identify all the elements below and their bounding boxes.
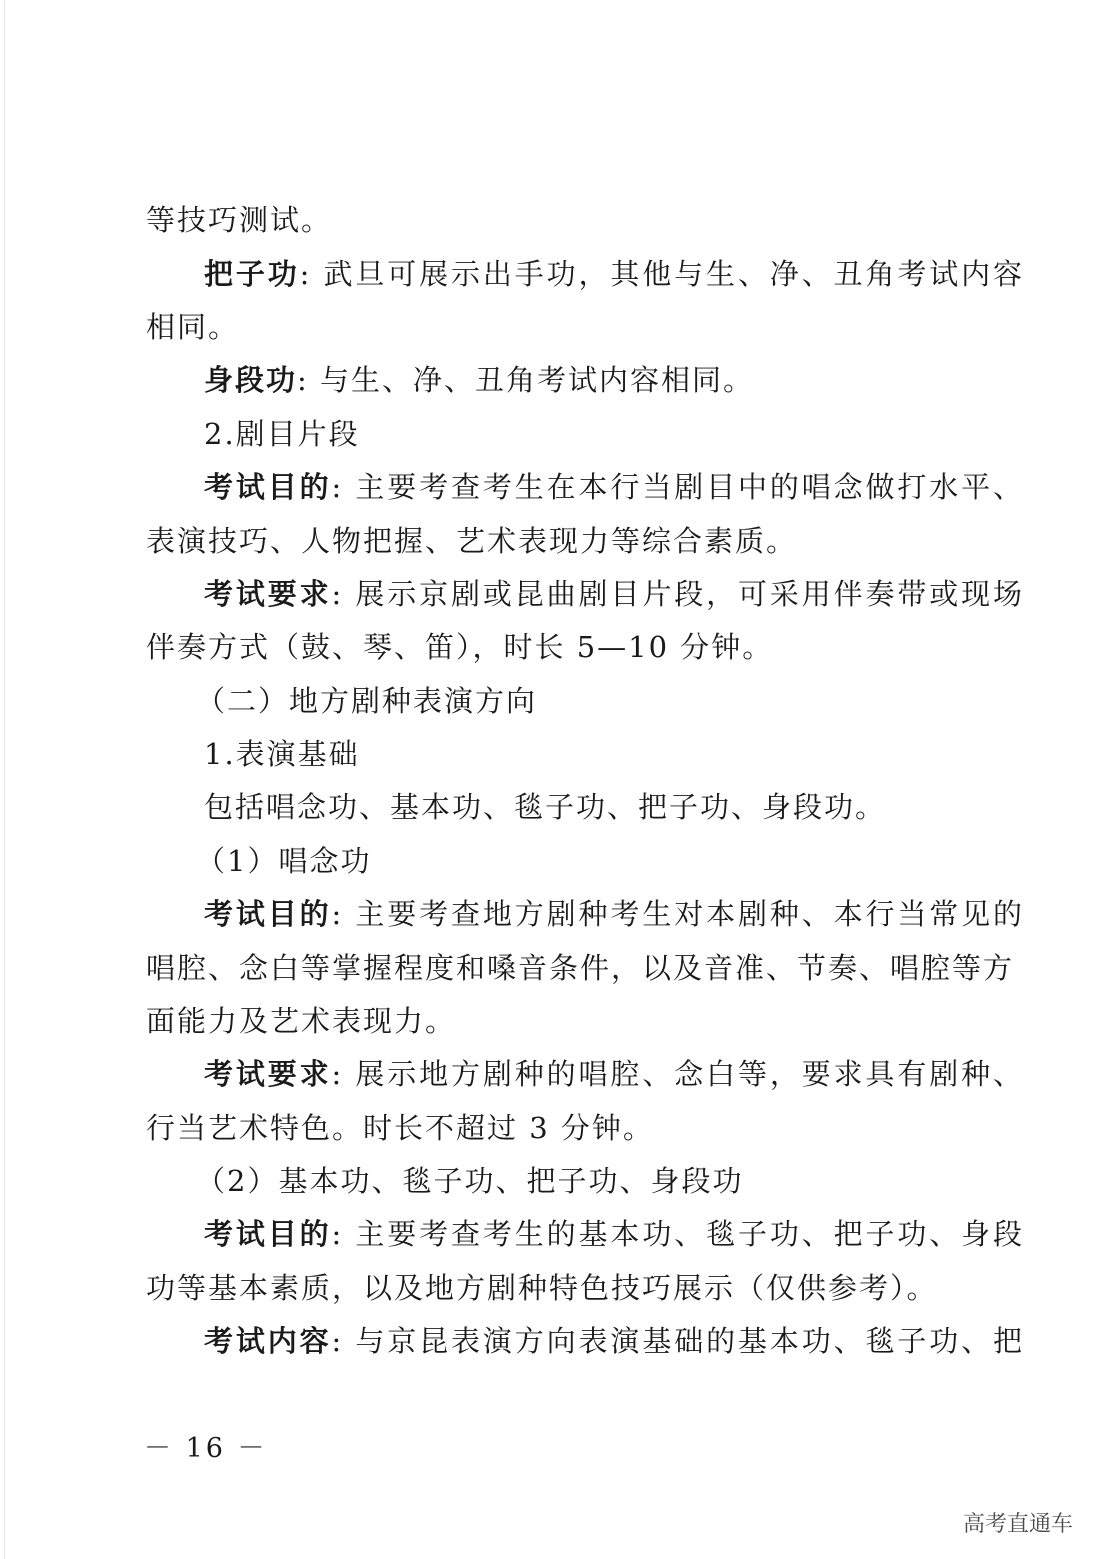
- paragraph-first-line: [204, 1323, 1024, 1359]
- lead-term: 考试目的: [204, 1217, 332, 1251]
- text-line: [146, 629, 966, 665]
- lead-term: 身段功: [204, 363, 298, 397]
- paragraph-first-line: [204, 896, 1024, 932]
- line-text: 等技巧测试。: [146, 203, 333, 237]
- paragraph-first-line: [204, 576, 1024, 612]
- line-text: : 展示地方剧种的唱腔、念白等，要求具有剧种、: [331, 1057, 1024, 1091]
- line-text: : 展示京剧或昆曲剧目片段，可采用伴奏带或现场: [331, 577, 1024, 611]
- line-text: 功等基本素质，以及地方剧种特色技巧展示（仅供参考）。: [146, 1271, 938, 1305]
- lead-term: 考试内容: [204, 1324, 332, 1358]
- text-line: [204, 789, 1024, 825]
- line-text: 表演技巧、人物把握、艺术表现力等综合素质。: [146, 524, 798, 558]
- line-text: : 武旦可展示出手功，其他与生、净、丑角考试内容: [299, 257, 1024, 291]
- subheading: [196, 843, 1016, 879]
- lead-term: 考试目的: [204, 470, 332, 504]
- line-text: 伴奏方式（鼓、琴、笛），时长 5—10 分钟。: [146, 630, 774, 664]
- text-line: [146, 523, 966, 559]
- lead-term: 把子功: [204, 257, 300, 291]
- page-edge: [4, 0, 5, 1559]
- paragraph-first-line: [204, 1216, 1024, 1252]
- line-text: : 与京昆表演方向表演基础的基本功、毯子功、把: [331, 1324, 1024, 1358]
- line-text: 面能力及艺术表现力。: [146, 1004, 457, 1038]
- text-line: [146, 950, 1015, 986]
- line-text: 1.表演基础: [204, 737, 360, 771]
- line-text: （2）基本功、毯子功、把子功、身段功: [196, 1164, 744, 1198]
- text-line: [146, 1003, 966, 1039]
- line-text: : 主要考查地方剧种考生对本剧种、本行当常见的: [331, 897, 1024, 931]
- text-line: [146, 1270, 966, 1306]
- section-heading: [196, 683, 1016, 719]
- line-text: 唱腔、念白等掌握程度和嗓音条件，以及音准、节奏、唱腔等方: [146, 951, 1015, 985]
- line-text: 相同。: [146, 310, 240, 344]
- line-text: : 与生、净、丑角考试内容相同。: [297, 363, 755, 397]
- lead-term: 考试要求: [204, 577, 332, 611]
- lead-term: 考试要求: [204, 1057, 332, 1091]
- subheading: [204, 736, 1024, 772]
- line-text: 行当艺术特色。时长不超过 3 分钟。: [146, 1111, 654, 1145]
- text-line: [146, 202, 966, 238]
- line-text: （二）地方剧种表演方向: [196, 684, 538, 718]
- subheading: [196, 1163, 1016, 1199]
- line-text: 包括唱念功、基本功、毯子功、把子功、身段功。: [204, 790, 887, 824]
- line-text: : 主要考查考生的基本功、毯子功、把子功、身段: [331, 1217, 1024, 1251]
- paragraph-first-line: [204, 256, 1024, 292]
- paragraph-first-line: [204, 362, 1024, 398]
- paragraph-first-line: [204, 1056, 1024, 1092]
- line-text: 2.剧目片段: [204, 417, 360, 451]
- text-line: [146, 309, 966, 345]
- text-line: [146, 1110, 966, 1146]
- page-number: － 16 －: [144, 1433, 268, 1464]
- lead-term: 考试目的: [204, 897, 332, 931]
- line-text: : 主要考查考生在本行当剧目中的唱念做打水平、: [331, 470, 1024, 504]
- subheading: [204, 416, 1024, 452]
- line-text: （1）唱念功: [196, 844, 372, 878]
- paragraph-first-line: [204, 469, 1024, 505]
- watermark: 高考直通车: [963, 1512, 1074, 1537]
